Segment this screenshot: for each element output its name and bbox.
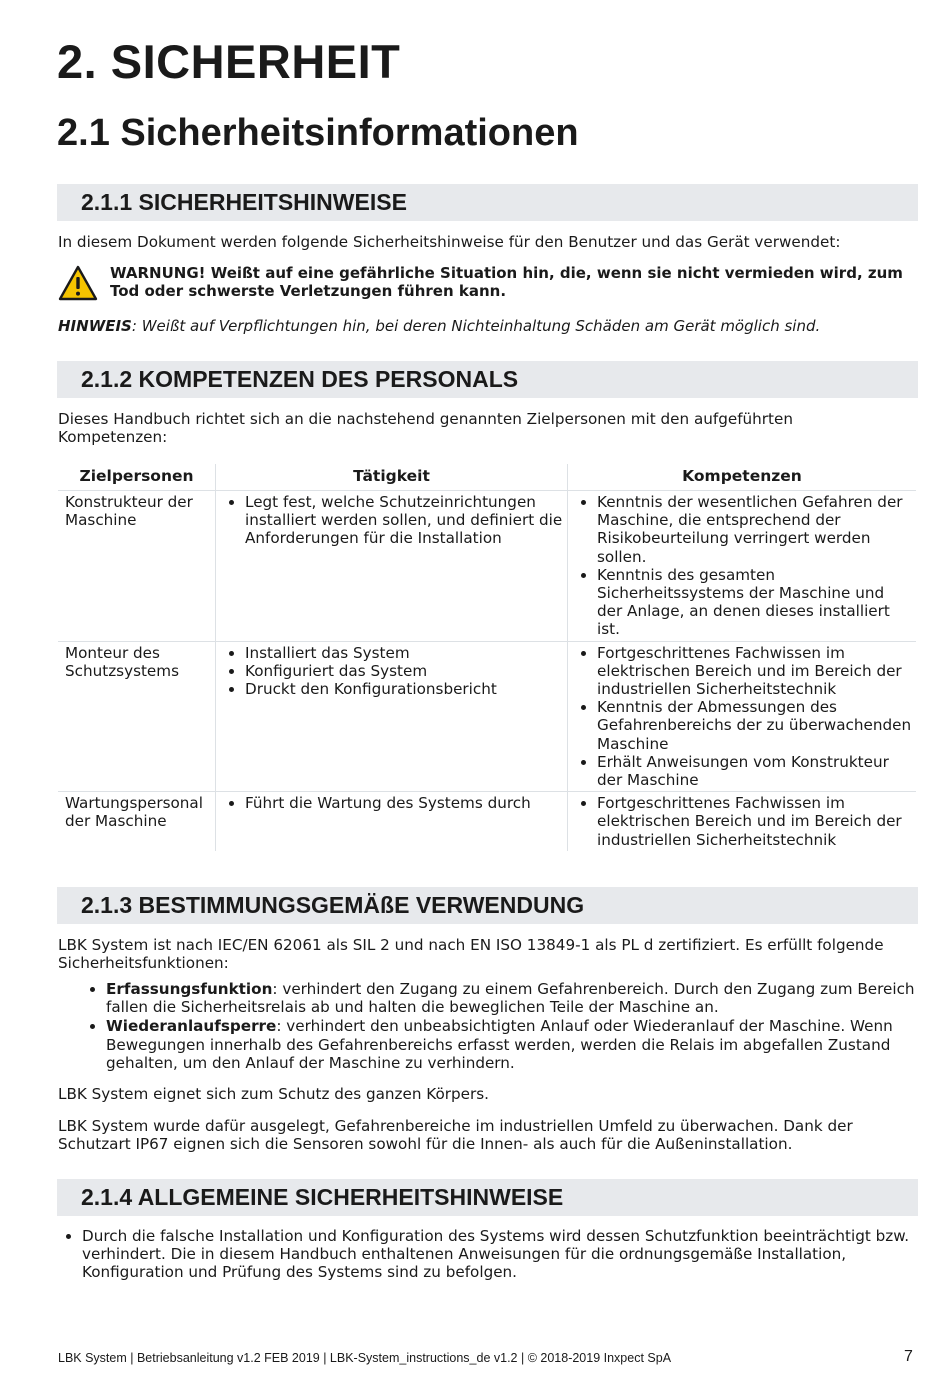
list-item: • Legt fest, welche Schutzeinrichtungen installiert werden sollen, und definiert die Anforderungen für die Installation [245, 493, 563, 548]
note-label: HINWEIS [58, 317, 132, 335]
table-row [58, 792, 916, 851]
list-item-term: Erfassungsfunktion [106, 980, 273, 998]
cell-competences [568, 641, 917, 792]
list-item: • Kenntnis der wesentlichen Gefahren der Maschine, die entsprechend der Risikobeurteilung verringert werden sollen. [597, 493, 912, 566]
list-item [106, 1017, 920, 1072]
list-item: • Installiert das System [245, 644, 563, 662]
chapter-title: 2. SICHERHEIT [57, 35, 401, 88]
warning-triangle-icon [58, 265, 98, 301]
list-item: • Druckt den Konfigurationsbericht [245, 680, 563, 698]
s213-intro: LBK System ist nach IEC/EN 62061 als SIL 2 und nach EN ISO 13849-1 als PL d zertifiziert. Es erfüllt folgende Sicherheitsfunktionen: [58, 936, 884, 972]
list-item: • Fortgeschrittenes Fachwissen im elektrischen Bereich und im Bereich der industriellen Sicherheitstechnik [597, 794, 912, 849]
table-row [58, 641, 916, 792]
section-heading-text: 2.1.4 ALLGEMEINE SICHERHEITSHINWEISE [81, 1184, 564, 1210]
s212-intro: Dieses Handbuch richtet sich an die nachstehend genannten Zielpersonen mit den aufgeführten Kompetenzen: [58, 410, 793, 446]
section-heading-text: 2.1.3 BESTIMMUNGSGEMÄßE VERWENDUNG [81, 892, 585, 918]
competence-table [58, 464, 916, 851]
section-heading-2-1-1 [57, 184, 918, 221]
cell-activities [216, 792, 568, 851]
list-item: • Führt die Wartung des Systems durch [245, 794, 563, 812]
s211-intro: In diesem Dokument werden folgende Sicherheitshinweise für den Benutzer und das Gerät verwendet: [58, 233, 841, 251]
cell-person: Konstrukteur der Maschine [58, 491, 216, 642]
table-row [58, 491, 916, 642]
list-item: • Kenntnis des gesamten Sicherheitssystems der Maschine und der Anlage, an denen dieses installiert ist. [597, 566, 912, 639]
section-heading-text: 2.1.1 SICHERHEITSHINWEISE [81, 189, 407, 215]
s213-paragraph-1: LBK System eignet sich zum Schutz des ganzen Körpers. [58, 1085, 490, 1103]
list-item [106, 980, 920, 1016]
safety-functions-list [58, 980, 920, 1073]
section-heading-2-1-4 [57, 1179, 918, 1216]
s213-paragraph-2: LBK System wurde dafür ausgelegt, Gefahrenbereiche im industriellen Umfeld zu überwachen. Dank der Schutzart IP67 eignen sich die Sensoren sowohl für die Innen- als auch für die Außeninstallation. [58, 1117, 853, 1153]
list-item: • Fortgeschrittenes Fachwissen im elektrischen Bereich und im Bereich der industriellen Sicherheitstechnik [597, 644, 912, 699]
column-header-target: Zielpersonen [58, 464, 216, 491]
list-item: • Durch die falsche Installation und Konfiguration des Systems wird dessen Schutzfunktion beeinträchtigt bzw. verhindert. Die in diesem Handbuch enthaltenen Anweisungen für die ordnungsgemäße Installation, Konfiguration und Prüfung des Systems sind zu befolgen. [82, 1227, 920, 1282]
cell-competences [568, 491, 917, 642]
cell-activities [216, 491, 568, 642]
column-header-activity: Tätigkeit [216, 464, 568, 491]
section-title: 2.1 Sicherheitsinformationen [57, 112, 579, 154]
section-heading-text: 2.1.2 KOMPETENZEN DES PERSONALS [81, 366, 519, 392]
general-safety-list [58, 1227, 920, 1283]
page-number: 7 [904, 1348, 913, 1365]
table-header-row [58, 464, 916, 491]
list-item: • Konfiguriert das System [245, 662, 563, 680]
section-heading-2-1-2 [57, 361, 918, 398]
footer-text: LBK System | Betriebsanleitung v1.2 FEB 2019 | LBK-System_instructions_de v1.2 | © 2018-2019 Inxpect SpA [58, 1351, 672, 1365]
cell-activities [216, 641, 568, 792]
cell-competences [568, 792, 917, 851]
section-heading-2-1-3 [57, 887, 918, 924]
note-body: : Weißt auf Verpflichtungen hin, bei deren Nichteinhaltung Schäden am Gerät möglich sind. [131, 317, 821, 335]
column-header-competence: Kompetenzen [682, 466, 802, 485]
cell-person: Wartungspersonal der Maschine [58, 792, 216, 851]
list-item-text: : verhindert den unbeabsichtigten Anlauf oder Wiederanlauf der Maschine. Wenn Bewegungen innerhalb des Gefahrenbereichs erfasst werden, werden die Relais im abgefallen Zustand gehalten, um den Anlauf der Maschine zu verhindern. [106, 1017, 893, 1072]
cell-person: Monteur des Schutzsystems [58, 641, 216, 792]
warning-text: WARNUNG! Weißt auf eine gefährliche Situation hin, die, wenn sie nicht vermieden wird, zum Tod oder schwerste Verletzungen führen kann. [110, 264, 903, 300]
note-text [58, 317, 820, 335]
list-item-term: Wiederanlaufsperre [106, 1017, 277, 1036]
list-item: • Kenntnis der Abmessungen des Gefahrenbereichs der zu überwachenden Maschine [597, 698, 912, 753]
list-item-text: : verhindert den Zugang zu einem Gefahrenbereich. Durch den Zugang zum Bereich fallen die Sicherheitsrelais ab und halten die beweglichen Teile der Maschine an. [106, 980, 915, 1017]
list-item: • Erhält Anweisungen vom Konstrukteur der Maschine [597, 753, 912, 789]
